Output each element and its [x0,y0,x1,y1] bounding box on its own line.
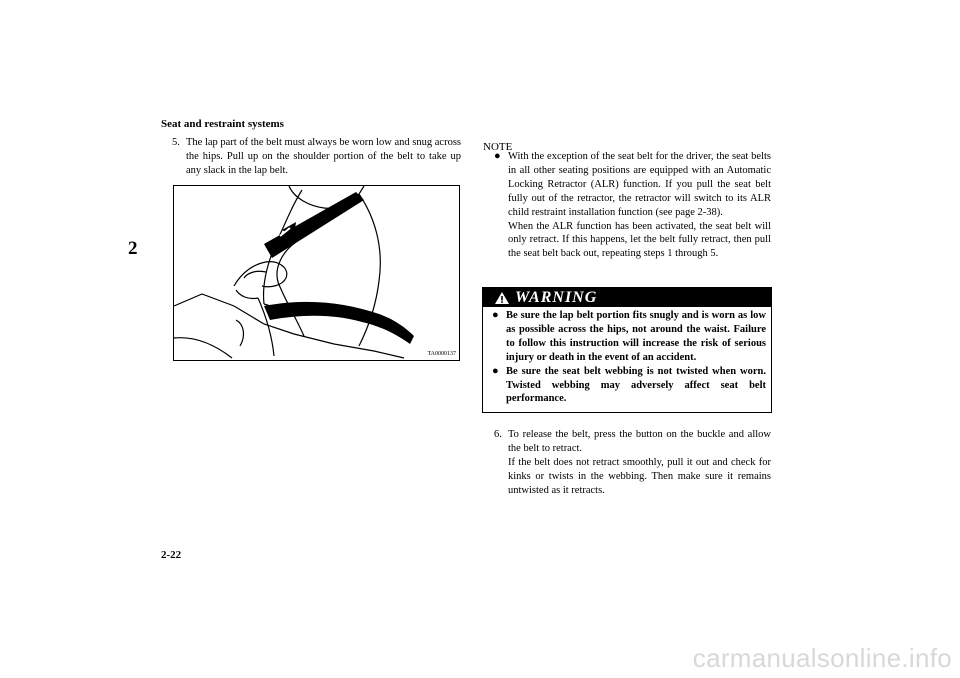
warning-triangle-icon [494,291,510,305]
seat-belt-illustration [173,185,460,361]
warning-header [483,288,771,307]
page-number: 2-22 [161,549,182,561]
step-text: The lap part of the belt must always be worn low and snug across the hips. Pull up on the shoulder portion of the belt to take up any slack in the lap belt. [186,137,461,176]
bullet-icon: ● [494,150,501,162]
chapter-tab: 2 [128,238,138,259]
step-text-line-1: To release the belt, press the button on the buckle and allow the belt to retract. [508,429,771,454]
step-5 [172,136,461,178]
warning-item [492,365,766,407]
step-6 [494,428,771,498]
section-title: Seat and restraint systems [161,118,284,130]
note-label: NOTE [483,141,513,153]
step-number: 5. [172,137,180,148]
note-bullet-item [494,150,771,261]
bullet-icon: ● [492,364,499,377]
seat-belt-drawing [174,186,459,360]
warning-item-text: Be sure the lap belt portion fits snugly and is worn as low as possible across the hips, not around the waist. Failure to follow this instruction will increase the risk of serious injury or death in the event of an accident. [506,310,766,363]
step-text-line-2: If the belt does not retract smoothly, pull it out and check for kinks or twists in the webbing. Then make sure it remains untwisted as it retracts. [508,456,771,496]
warning-body [492,309,766,406]
warning-item [492,309,766,365]
warning-box [482,287,772,413]
step-number: 6. [494,429,502,440]
figure-code: TA0000137 [427,351,456,357]
warning-item-text: Be sure the seat belt webbing is not twisted when worn. Twisted webbing may adversely affect seat belt performance. [506,365,766,405]
bullet-icon: ● [492,309,499,321]
note-paragraph-2: When the ALR function has been activated, the seat belt will only retract. If this happens, let the belt fully retract, then pull the seat belt back out, repeating steps 1 through 5. [508,220,771,260]
warning-title: WARNING [515,289,598,306]
note-body [494,150,771,261]
note-paragraph-1: With the exception of the seat belt for the driver, the seat belts in all other seating positions are equipped with an Automatic Locking Retractor (ALR) function. If you pull the seat belt fully out of the retractor, the retractor will switch to its ALR child restraint installation function (see page 2-38). [508,151,771,218]
watermark: carmanualsonline.info [692,643,952,673]
